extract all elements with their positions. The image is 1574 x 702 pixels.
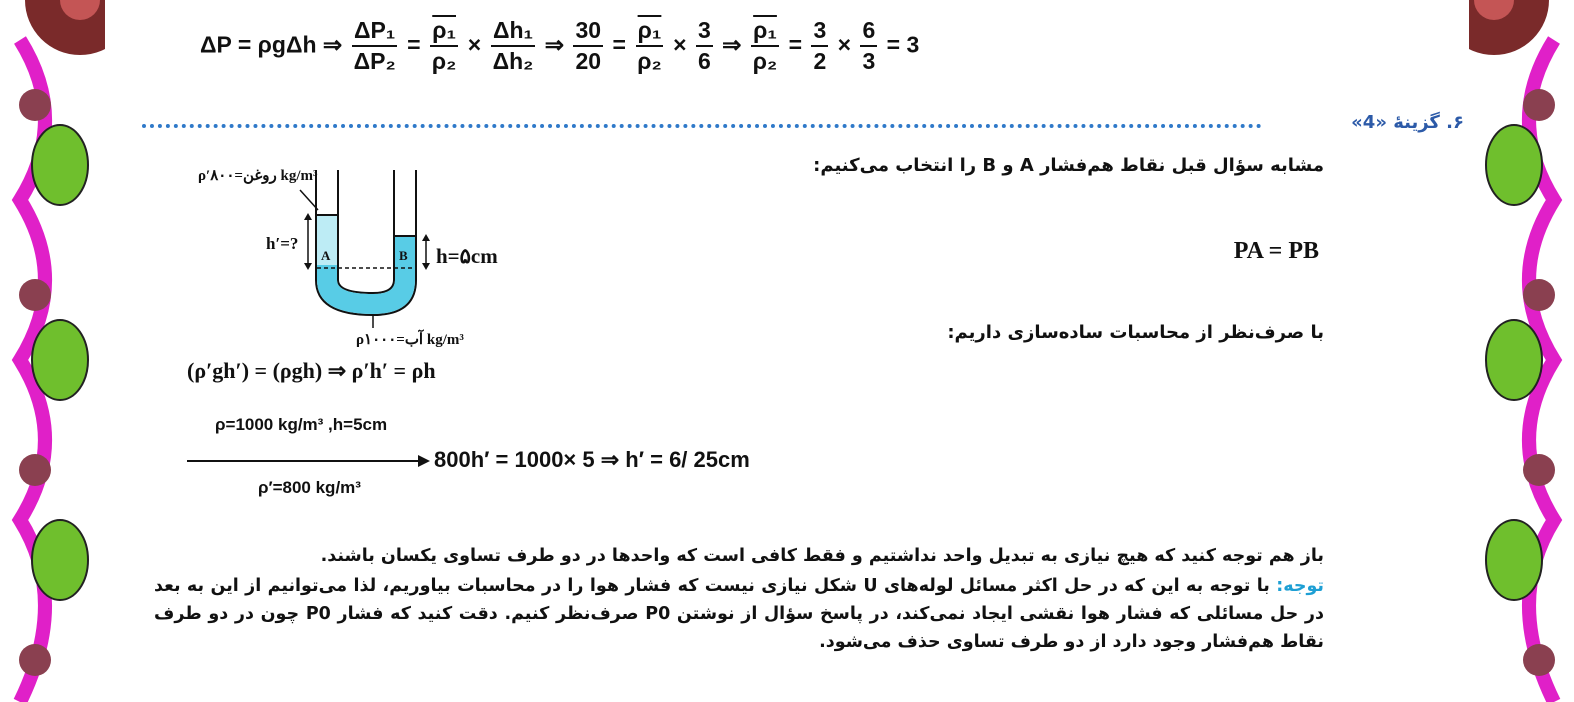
fraction-denominator: Δh₂ xyxy=(492,48,534,75)
equation-line-1: (ρ′gh′) = (ρgh) ⇒ ρ′h′ = ρh xyxy=(187,358,436,383)
fraction-denominator: ρ₂ xyxy=(752,48,778,75)
right-leaf-chain xyxy=(1486,40,1555,702)
dotted-divider xyxy=(142,124,1262,128)
equation-line-2: 800h′ = 1000× 5 ⇒ h′ = 6/ 25cm xyxy=(434,447,750,472)
point-b-label: B xyxy=(399,248,408,263)
fraction-rho-2 xyxy=(635,18,663,75)
fraction-denominator: 20 xyxy=(575,48,602,75)
fraction-denominator: 3 xyxy=(862,48,876,75)
fraction-numerator: 6 xyxy=(860,18,877,47)
formula-operator: = xyxy=(788,31,803,58)
note-label: توجه: xyxy=(1276,576,1325,596)
pa-equals-pb: PA = PB xyxy=(1233,238,1319,264)
ignore-text: با صرف‌نظر از محاسبات ساده‌سازی داریم: xyxy=(947,322,1324,343)
note-body: با توجه به این که در حل اکثر مسائل لوله‌های U شکل نیازی نیست که فشار هوا را در محاسبات بیاوریم، لذا می‌توانیم از این به بعد در حل مسائلی که فشار هوا نقشی ایجاد نمی‌کند، در پاسخ سؤال از نوشتن P0 صرف‌نظر کنیم. دقت کنید که فشار P0 چون در دو طرف نقاط هم‌فشار وجود دارد از دو طرف تساوی حذف می‌شود. xyxy=(154,576,1324,652)
right-floral-border xyxy=(1469,0,1574,702)
intro-text: مشابه سؤال قبل نقاط هم‌فشار A و B را انتخاب می‌کنیم: xyxy=(813,155,1324,176)
formula-operator: × xyxy=(837,31,852,58)
fraction-denominator: 2 xyxy=(813,48,827,75)
oil-density-label: ρ′روغن=۸۰۰ kg/m³ xyxy=(198,168,318,184)
arrow-condition-above: ρ=1000 kg/m³ ,h=5cm xyxy=(215,415,388,434)
h-label: h=۵cm xyxy=(436,244,498,268)
formula-operator: × xyxy=(673,31,687,58)
fraction-6-3 xyxy=(860,18,877,75)
fraction-rho-3 xyxy=(751,18,779,75)
formula-operator: ⇒ xyxy=(544,31,565,58)
formula-lhs: ΔP = ρgΔh ⇒ xyxy=(200,31,343,58)
fraction-denominator: ρ₂ xyxy=(431,48,457,75)
left-floral-border xyxy=(0,0,105,702)
fraction-3-6 xyxy=(696,18,713,75)
right-flower-top-icon xyxy=(1469,0,1549,55)
fraction-dp xyxy=(352,18,398,75)
paragraph-units-note: باز هم توجه کنید که هیچ نیازی به تبدیل واحد نداشتیم و فقط کافی است که واحدها در دو طرف تساوی یکسان باشند. xyxy=(320,546,1324,566)
fraction-30-20 xyxy=(573,18,603,75)
fraction-numerator: 30 xyxy=(573,18,603,47)
h-prime-label: h′=? xyxy=(266,234,299,253)
u-tube-diagram xyxy=(180,160,540,360)
fraction-numerator: ρ₁ xyxy=(430,18,458,47)
formula-result: = 3 xyxy=(886,31,920,58)
fraction-denominator: 6 xyxy=(697,48,711,75)
fraction-dh xyxy=(491,18,536,75)
fraction-numerator: ρ₁ xyxy=(636,18,664,47)
left-flower-top-icon xyxy=(25,0,105,55)
fraction-3-2 xyxy=(811,18,828,75)
fraction-denominator: ΔP₂ xyxy=(353,48,396,75)
formula-operator: × xyxy=(467,31,482,58)
point-a-label: A xyxy=(321,248,331,263)
fraction-rho xyxy=(430,18,458,75)
left-leaf-chain xyxy=(19,40,88,702)
long-arrow xyxy=(187,460,427,462)
fraction-numerator: ΔP₁ xyxy=(352,18,397,47)
fraction-denominator: ρ₂ xyxy=(637,48,662,75)
question-heading: ۶. گزینهٔ «4» xyxy=(1351,112,1464,133)
formula-operator: = xyxy=(612,31,626,58)
top-formula xyxy=(200,18,919,75)
paragraph-air-pressure-note xyxy=(154,572,1324,656)
fraction-numerator: ρ₁ xyxy=(751,18,779,47)
water-density-label: ρآب=۱۰۰۰ kg/m³ xyxy=(356,332,464,348)
fraction-numerator: 3 xyxy=(696,18,713,47)
formula-operator: = xyxy=(407,31,421,58)
formula-operator: ⇒ xyxy=(722,31,742,58)
long-arrow-head xyxy=(418,455,430,467)
arrow-condition-below: ρ′=800 kg/m³ xyxy=(258,478,361,497)
fraction-numerator: 3 xyxy=(811,18,828,47)
fraction-numerator: Δh₁ xyxy=(491,18,535,47)
